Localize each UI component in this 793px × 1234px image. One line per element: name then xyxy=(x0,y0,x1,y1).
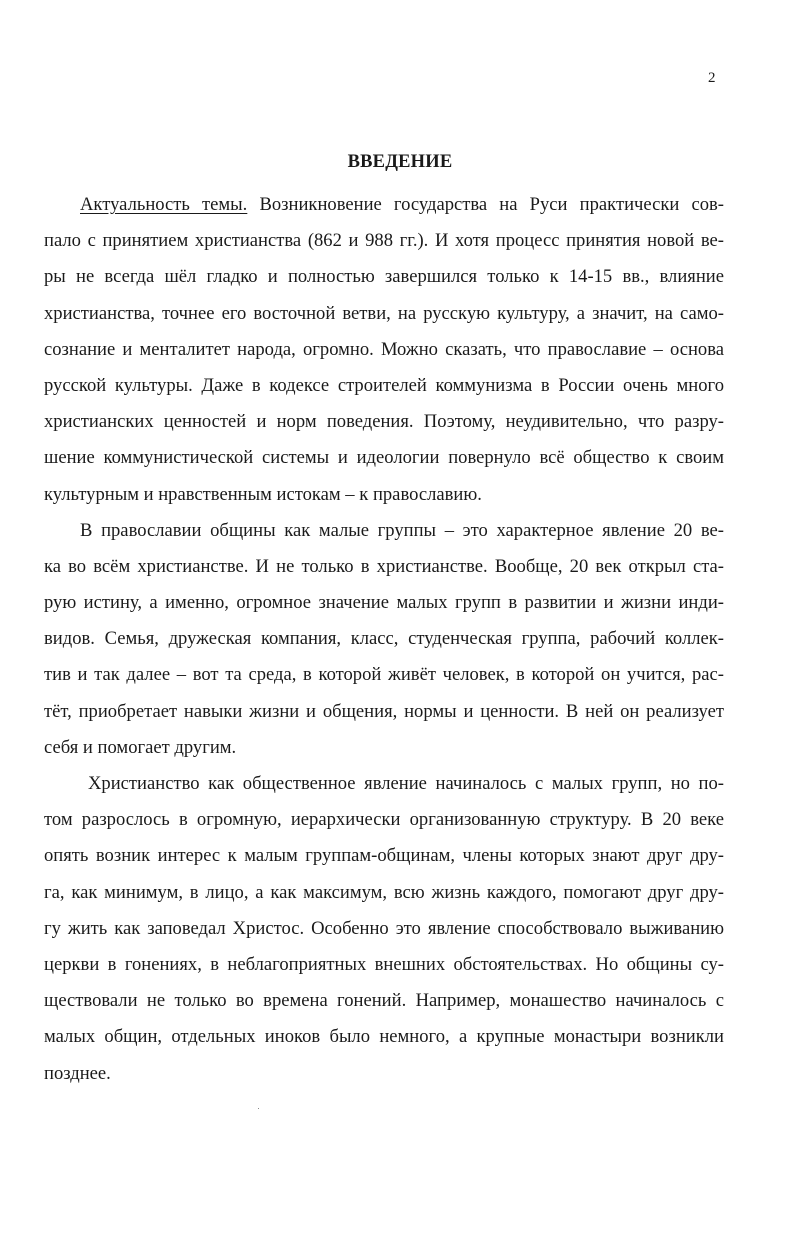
text-line: церкви в гонениях, в неблагоприятных внешних обстоятельствах. Но общины су- xyxy=(44,953,724,975)
text-line: себя и помогает другим. xyxy=(44,736,237,758)
text-fragment: Возникновение государства на Руси практически сов- xyxy=(247,194,724,215)
text-line: рую истину, а именно, огромное значение малых групп в развитии и жизни инди- xyxy=(44,592,724,614)
text-line: малых общин, отдельных иноков было немного, а крупные монастыри возникли xyxy=(44,1026,724,1048)
text-line: га, как минимум, в лицо, а как максимум, всю жизнь каждого, помогают друг дру- xyxy=(44,881,724,903)
text-line: тёт, приобретает навыки жизни и общения, нормы и ценности. В ней он реализует xyxy=(44,700,724,722)
paragraph-relevance xyxy=(44,187,724,513)
text-line: сознание и менталитет народа, огромно. Можно сказать, что православие – основа xyxy=(44,338,724,360)
text-line: христианских ценностей и норм поведения. Поэтому, неудивительно, что разру- xyxy=(44,411,724,433)
page-number: 2 xyxy=(708,70,716,86)
text-line: В православии общины как малые группы – это характерное явление 20 ве- xyxy=(80,519,724,541)
text-line: культурным и нравственным истокам – к православию. xyxy=(44,483,482,505)
text-line: христианства, точнее его восточной ветви, на русскую культуру, а значит, на само- xyxy=(44,302,724,324)
text-line: русской культуры. Даже в кодексе строителей коммунизма в России очень много xyxy=(44,374,724,396)
paragraph-communities xyxy=(44,513,724,766)
text-line: том разрослось в огромную, иерархически организованную структуру. В 20 веке xyxy=(44,809,724,831)
section-title: ВВЕДЕНИЕ xyxy=(347,152,453,172)
text-line xyxy=(80,187,724,223)
text-line: ры не всегда шёл гладко и полностью завершился только к 14-15 вв., влияние xyxy=(44,266,724,288)
text-line: видов. Семья, дружеская компания, класс, студенческая группа, рабочий коллек- xyxy=(44,628,724,650)
text-line: опять возник интерес к малым группам-общинам, члены которых знают друг дру- xyxy=(44,845,724,867)
text-line: ществовали не только во времена гонений. Например, монашество начиналось с xyxy=(44,990,724,1012)
text-line: шение коммунистической системы и идеологии повернуло всё общество к своим xyxy=(44,447,724,469)
paragraph-christianity xyxy=(44,766,724,1092)
text-line: гу жить как заповедал Христос. Особенно это явление способствовало выживанию xyxy=(44,917,724,939)
document-body xyxy=(44,187,724,1092)
text-line: Христианство как общественное явление начиналось с малых групп, но по- xyxy=(88,773,724,794)
text-line: ка во всём христианстве. И не только в христианстве. Вообще, 20 век открыл ста- xyxy=(44,555,724,577)
text-line: тив и так далее – вот та среда, в которой живёт человек, в которой он учится, рас- xyxy=(44,664,724,686)
relevance-heading: Актуальность темы. xyxy=(80,194,248,215)
scan-speck xyxy=(258,1108,259,1109)
text-line: позднее. xyxy=(44,1062,111,1084)
text-line: пало с принятием христианства (862 и 988 гг.). И хотя процесс принятия новой ве- xyxy=(44,230,724,252)
